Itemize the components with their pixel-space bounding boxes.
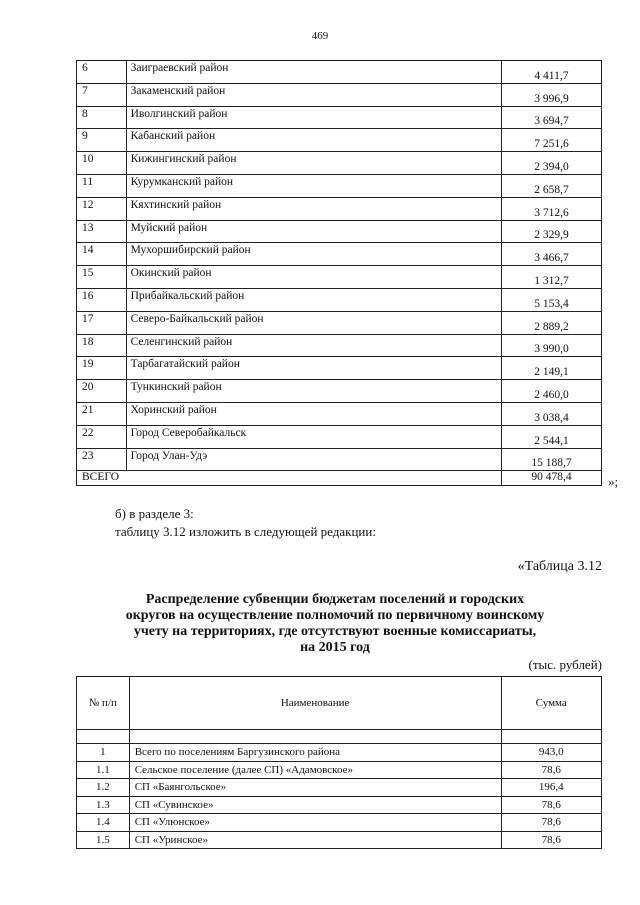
units-label: (тыс. рублей) xyxy=(528,657,602,672)
row-value: 1 312,7 xyxy=(501,266,601,289)
table-row xyxy=(77,744,602,762)
row-number: 22 xyxy=(77,425,127,448)
table-row xyxy=(77,152,602,175)
row-name: Заиграевский район xyxy=(126,61,501,84)
row-name: Сельское поселение (далее СП) «Адамовское» xyxy=(129,761,501,779)
row-name: Курумканский район xyxy=(126,174,501,197)
row-name: Иволгинский район xyxy=(126,106,501,129)
row-value: 196,4 xyxy=(501,779,602,797)
table-row xyxy=(77,266,602,289)
row-number: 1.3 xyxy=(77,796,130,814)
table-row xyxy=(77,814,602,832)
row-number: 9 xyxy=(77,129,127,152)
table-title-line: учету на территориях, где отсутствуют военные комиссариаты, xyxy=(133,624,537,639)
row-number: 1 xyxy=(77,744,130,762)
table-title-line: Распределение субвенции бюджетам поселений и городских xyxy=(145,592,525,607)
table-label: «Таблица 3.12 xyxy=(517,559,602,574)
military-registration-subvention-table xyxy=(76,676,602,849)
row-name: Муйский район xyxy=(126,220,501,243)
table-row xyxy=(77,243,602,266)
row-value: 2 889,2 xyxy=(501,311,601,334)
paragraph-section-3: б) в разделе 3: xyxy=(115,506,194,521)
row-value: 3 712,6 xyxy=(501,197,601,220)
row-value: 3 694,7 xyxy=(501,106,601,129)
row-number: 15 xyxy=(77,266,127,289)
row-number: 19 xyxy=(77,357,127,380)
table-row xyxy=(77,761,602,779)
row-number: 20 xyxy=(77,380,127,403)
row-name: Прибайкальский район xyxy=(126,288,501,311)
row-number: 1.5 xyxy=(77,831,130,849)
table-title xyxy=(60,592,610,656)
row-number: 12 xyxy=(77,197,127,220)
row-value: 78,6 xyxy=(501,796,602,814)
row-name: Всего по поселениям Баргузинского района xyxy=(129,744,501,762)
row-number: 8 xyxy=(77,106,127,129)
header-number: № п/п xyxy=(77,677,130,730)
row-name: СП «Баянгольское» xyxy=(129,779,501,797)
row-number: 13 xyxy=(77,220,127,243)
row-name: СП «Сувинское» xyxy=(129,796,501,814)
row-value: 2 544,1 xyxy=(501,425,601,448)
row-value: 7 251,6 xyxy=(501,129,601,152)
spacer-cell xyxy=(501,730,602,744)
row-name: СП «Уринское» xyxy=(129,831,501,849)
row-name: Город Улан-Удэ xyxy=(126,448,501,471)
table-row xyxy=(77,779,602,797)
table-title-line: округов на осуществление полномочий по первичному воинскому xyxy=(125,608,545,623)
row-number: 17 xyxy=(77,311,127,334)
row-value: 2 149,1 xyxy=(501,357,601,380)
spacer-cell xyxy=(77,730,130,744)
table-title-line: на 2015 год xyxy=(300,640,370,655)
table-row xyxy=(77,83,602,106)
table-row xyxy=(77,334,602,357)
page-number: 469 xyxy=(311,30,329,42)
row-value: 3 466,7 xyxy=(501,243,601,266)
closing-quote-mark: »; xyxy=(608,474,619,489)
table-row xyxy=(77,357,602,380)
row-name: Мухоршибирский район xyxy=(126,243,501,266)
row-number: 16 xyxy=(77,288,127,311)
row-number: 1.4 xyxy=(77,814,130,832)
total-row xyxy=(77,471,602,486)
row-value: 2 658,7 xyxy=(501,174,601,197)
row-value: 5 153,4 xyxy=(501,288,601,311)
row-number: 7 xyxy=(77,83,127,106)
military-table-body xyxy=(77,677,602,849)
row-value: 15 188,7 xyxy=(501,448,601,471)
row-value: 78,6 xyxy=(501,814,602,832)
table-row xyxy=(77,448,602,471)
row-number: 1.1 xyxy=(77,761,130,779)
row-name: Кижингинский район xyxy=(126,152,501,175)
row-value: 2 329,9 xyxy=(501,220,601,243)
row-name: Окинский район xyxy=(126,266,501,289)
row-number: 23 xyxy=(77,448,127,471)
row-value: 2 394,0 xyxy=(501,152,601,175)
total-value: 90 478,4 xyxy=(501,471,601,486)
header-sum: Сумма xyxy=(501,677,602,730)
header-name: Наименование xyxy=(129,677,501,730)
table-row xyxy=(77,288,602,311)
row-name: СП «Улюнское» xyxy=(129,814,501,832)
table-header-row xyxy=(77,677,602,730)
row-value: 2 460,0 xyxy=(501,380,601,403)
table-row xyxy=(77,220,602,243)
row-number: 18 xyxy=(77,334,127,357)
row-number: 1.2 xyxy=(77,779,130,797)
table-row xyxy=(77,425,602,448)
row-name: Селенгинский район xyxy=(126,334,501,357)
table-spacer-row xyxy=(77,730,602,744)
table-row xyxy=(77,61,602,84)
table-row xyxy=(77,174,602,197)
row-name: Тарбагатайский район xyxy=(126,357,501,380)
row-name: Кабанский район xyxy=(126,129,501,152)
table-row xyxy=(77,402,602,425)
total-label: ВСЕГО xyxy=(77,471,502,486)
row-number: 21 xyxy=(77,402,127,425)
table-row xyxy=(77,129,602,152)
subvention-table-continued xyxy=(76,60,602,486)
row-number: 14 xyxy=(77,243,127,266)
row-value: 3 038,4 xyxy=(501,402,601,425)
table-row xyxy=(77,380,602,403)
row-name: Город Северобайкальск xyxy=(126,425,501,448)
table-row xyxy=(77,106,602,129)
table-row xyxy=(77,311,602,334)
subvention-table-body xyxy=(77,61,602,486)
row-value: 943,0 xyxy=(501,744,602,762)
row-name: Кяхтинский район xyxy=(126,197,501,220)
row-value: 78,6 xyxy=(501,831,602,849)
row-value: 78,6 xyxy=(501,761,602,779)
row-number: 6 xyxy=(77,61,127,84)
row-value: 4 411,7 xyxy=(501,61,601,84)
row-name: Северо-Байкальский район xyxy=(126,311,501,334)
row-number: 10 xyxy=(77,152,127,175)
row-value: 3 990,0 xyxy=(501,334,601,357)
table-row xyxy=(77,831,602,849)
table-row xyxy=(77,197,602,220)
row-name: Закаменский район xyxy=(126,83,501,106)
row-number: 11 xyxy=(77,174,127,197)
table-row xyxy=(77,796,602,814)
spacer-cell xyxy=(129,730,501,744)
row-name: Тункинский район xyxy=(126,380,501,403)
paragraph-table-instruction: таблицу 3.12 изложить в следующей редакции: xyxy=(115,524,376,539)
row-value: 3 996,9 xyxy=(501,83,601,106)
row-name: Хоринский район xyxy=(126,402,501,425)
